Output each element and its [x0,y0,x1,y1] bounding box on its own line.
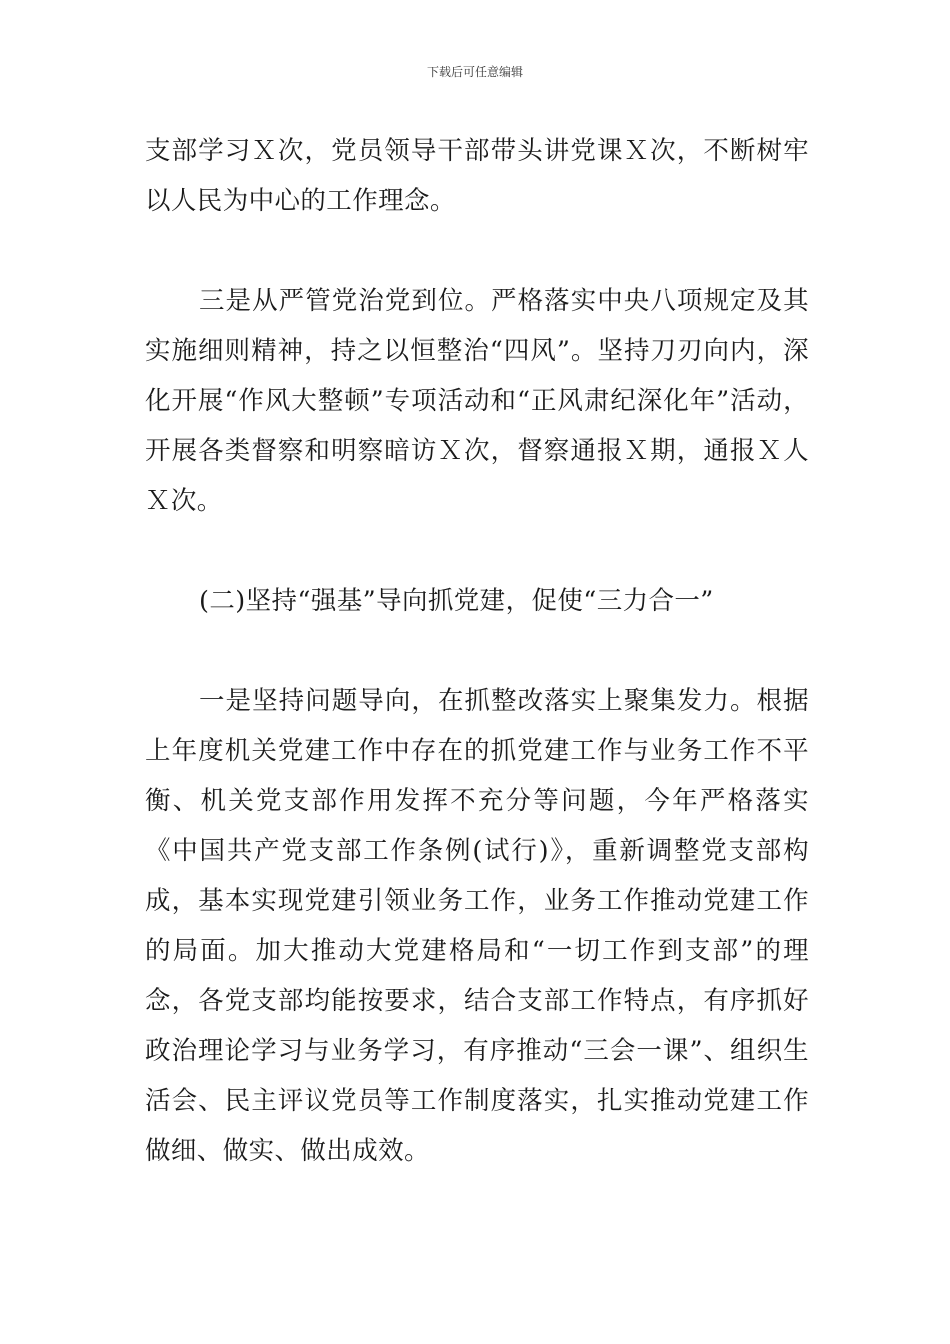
paragraph-4: 一是坚持问题导向，在抓整改落实上聚集发力。根据上年度机关党建工作中存在的抓党建工作与业务工作不平衡、机关党支部作用发挥不充分等问题，今年严格落实《中国共产党支部工作条例(试行)》，重新调整党支部构成，基本实现党建引领业务工作，业务工作推动党建工作的局面。加大推动大党建格局和“一切工作到支部”的理念，各党支部均能按要求，结合支部工作特点，有序抓好政治理论学习与业务学习，有序推动“三会一课”、组织生活会、民主评议党员等工作制度落实，扎实推动党建工作做细、做实、做出成效。 [145,686,809,1166]
section-heading: (二)坚持“强基”导向抓党建，促使“三力合一” [199,586,714,616]
document-body [145,126,809,1176]
page-header-note: 下载后可任意编辑 [426,65,523,79]
paragraph-2: 三是从严管党治党到位。严格落实中央八项规定及其实施细则精神，持之以恒整治“四风”。坚持刀刃向内，深化开展“作风大整顿”专项活动和“正风肃纪深化年”活动，开展各类督察和明察暗访Ｘ次，督察通报Ｘ期，通报Ｘ人Ｘ次。 [145,286,809,516]
paragraph-1: 支部学习Ｘ次，党员领导干部带头讲党课Ｘ次，不断树牢以人民为中心的工作理念。 [145,136,809,216]
